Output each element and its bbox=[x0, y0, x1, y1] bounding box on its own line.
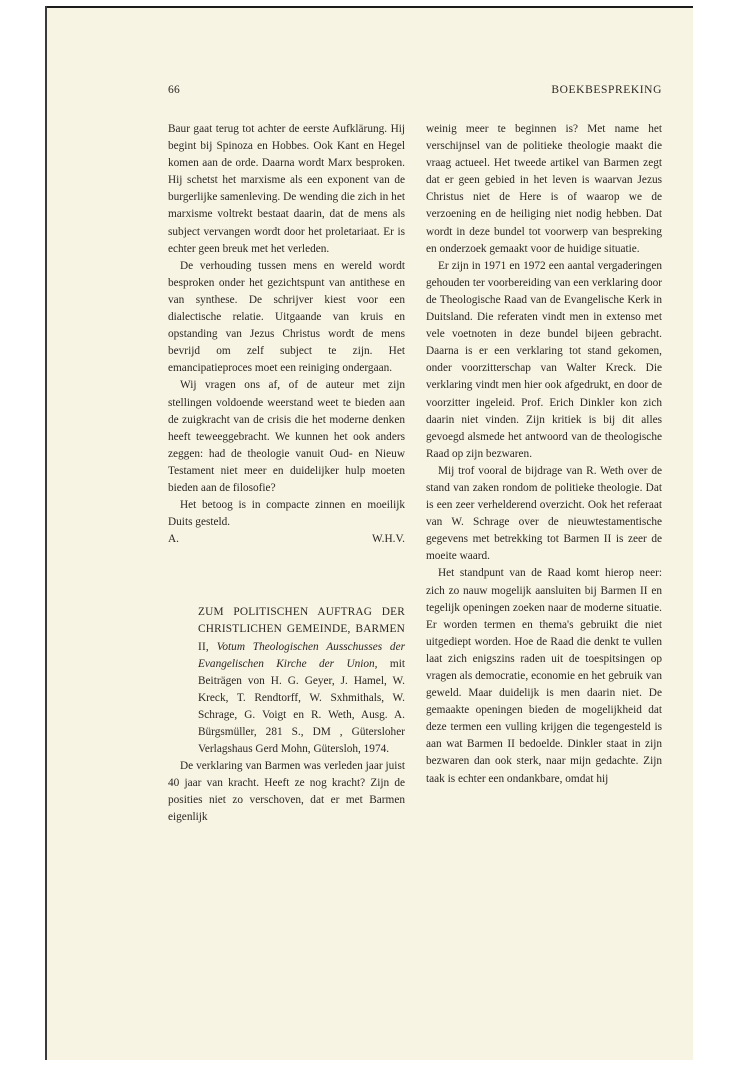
left-column bbox=[168, 121, 405, 827]
signature-line bbox=[168, 531, 405, 548]
review-heading bbox=[198, 604, 405, 758]
reviewer-initials: W.H.V. bbox=[372, 533, 405, 546]
paragraph: Baur gaat terug tot achter de eerste Aufklärung. Hij begint bij Spinoza en Hobbes. Ook Kant en Hegel komen aan de orde. Daarna wordt Marx besproken. Hij schetst het marxisme als een exponent van de burgerlijke samenleving. De wending die zich in het marxisme voltrekt bestaat daarin, dat de mens als subject vervangen wordt door het proletariaat. Er is echter geen breuk met het verleden. bbox=[168, 123, 405, 255]
paragraph: Mij trof vooral de bijdrage van R. Weth over de stand van zaken rondom de politieke theologie. Dat is een zeer verhelderend overzicht. Ook het referaat van W. Schrage over de nieuwtestamentische gegevens met betrekking tot Barmen II is zeer de moeite waard. bbox=[426, 464, 662, 563]
paragraph: Het standpunt van de Raad komt hierop neer: zich zo nauw mogelijk aansluiten bij Barmen II en tegelijk openingen zoeken naar de moderne situatie. Er worden termen en thema's gebruikt die niet uitgediept worden. Hoe de Raad die denkt te vullen laat zich enigszins raden uit de toespitsingen op vragen als democratie, economie en het gebruik van geweld. Maar duidelijk is men daarin niet. De gemaakte openingen bieden de mogelijkheid dat deze termen een vulling krijgen die tegengesteld is aan wat Barmen II bedoelde. Dinkler staat in zijn bezwaren dan ook sterk, naar mijn gedachte. Zijn taak is echter een ondankbare, omdat hij bbox=[426, 567, 662, 785]
paragraph: De verklaring van Barmen was verleden jaar juist 40 jaar van kracht. Heeft ze nog kracht? Zijn de posities niet zo verschoven, dat er met Barmen eigenlijk bbox=[168, 760, 405, 824]
paragraph: De verhouding tussen mens en wereld wordt besproken onder het gezichtspunt van antithese en van synthese. De schrijver kiest voor een dialectische relatie. Uitgaande van kruis en opstanding van Jezus Christus wordt de mens bevrijd om zelf subject te zijn. Het emancipatieproces moet een reiniging ondergaan. bbox=[168, 259, 405, 375]
page-number: 66 bbox=[168, 84, 181, 96]
signature-initial: A. bbox=[168, 533, 179, 546]
paragraph: Er zijn in 1971 en 1972 een aantal vergaderingen gehouden ter voorbereiding van een verklaring door de Theologische Raad van de Evangelische Kerk in Duitsland. Die referaten vindt men in extenso met vele voetnoten in deze bundel bijeen gebracht. Daarna is er een verklaring tot stand gekomen, onder voorzitterschap van Walter Kreck. Die verklaring vindt men hier ook afgedrukt, en door de voorzitter ingeleid. Prof. Erich Dinkler kon zich daarin niet vinden. Zijn kritiek is bij dit alles gevoegd alsmede het antwoord van de theologische Raad op zijn bezwaren. bbox=[426, 259, 662, 460]
paragraph: Wij vragen ons af, of de auteur met zijn stellingen voldoende weerstand weet te bieden aan de zuigkracht van de crisis die het moderne denken heeft teweeggebracht. We kunnen het ook anders zeggen: had de theologie vanuit Oud- en Nieuw Testament niet meer en duidelijker hulp moeten bieden aan de filosofie? bbox=[168, 379, 405, 494]
paragraph: Het betoog is in compacte zinnen en moeilijk Duits gesteld. bbox=[168, 499, 405, 529]
review-book-title: ZUM POLITISCHEN AUFTRAG DER CHRISTLICHEN GEMEINDE, BARMEN II, bbox=[198, 606, 405, 653]
running-title: BOEKBESPREKING bbox=[551, 84, 662, 96]
review-book-details: mit Beiträgen von H. G. Geyer, J. Hamel, W. Kreck, T. Rendtorff, W. Sxhmithals, W. Schrage, G. Voigt en R. Weth, Ausg. A. Bürgsmüller, 281 S., DM , Gütersloher Verlagshaus Gerd Mohn, Gütersloh, 1974. bbox=[198, 657, 405, 756]
review-book-subtitle: Votum Theologischen Ausschusses der Evangelischen Kirche der Union, bbox=[198, 640, 405, 670]
paragraph: weinig meer te beginnen is? Met name het verschijnsel van de politieke theologie maakt die vraag actueel. Het tweede artikel van Barmen zegt dat er geen gebied in het leven is waarvan Jezus Christus niet de Here is of waarop we de verzoening en de heiliging niet nodig hebben. Dat wordt in deze bundel tot voorwerp van bespreking en onderzoek gemaakt voor de huidige situatie. bbox=[426, 123, 662, 255]
right-column bbox=[426, 121, 662, 788]
